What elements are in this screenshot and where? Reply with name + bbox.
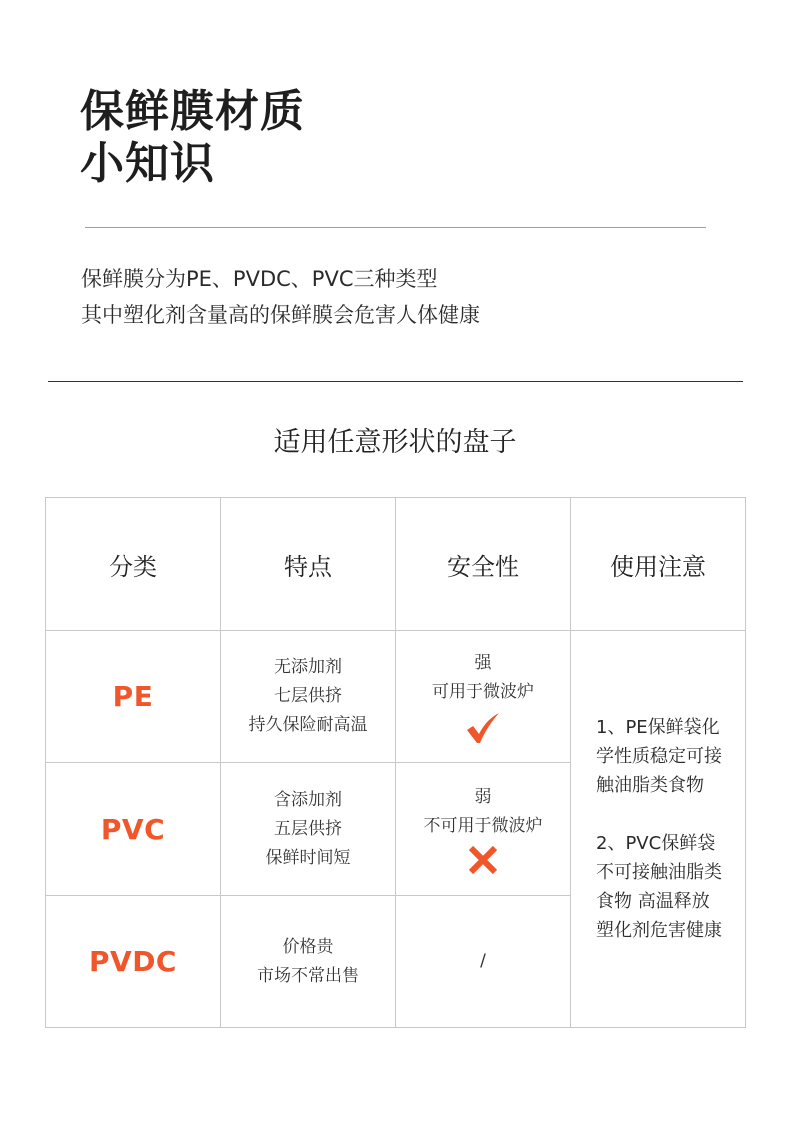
title-line-1: 保鲜膜材质 — [80, 86, 305, 137]
accent-divider — [85, 227, 706, 228]
check-icon — [465, 711, 501, 745]
cross-icon — [468, 845, 498, 875]
header-notes: 使用注意 — [571, 498, 746, 631]
safety-note: 可用于微波炉 — [432, 681, 534, 702]
row-pvc-safety — [396, 763, 571, 896]
feature-line: 五层供挤 — [274, 818, 342, 839]
row-pvdc-category: PVDC — [46, 896, 221, 1028]
feature-line: 含添加剂 — [274, 789, 342, 810]
intro-line-2: 其中塑化剂含量高的保鲜膜会危害人体健康 — [81, 303, 480, 327]
feature-line: 保鲜时间短 — [265, 847, 351, 868]
safety-level: 弱 — [474, 787, 492, 807]
intro-text — [81, 261, 480, 333]
note-pe: 1、PE保鲜袋化学性质稳定可接触油脂类食物 — [596, 717, 722, 796]
header-category: 分类 — [46, 498, 221, 631]
row-pe-safety — [396, 631, 571, 763]
title-line-2: 小知识 — [80, 138, 215, 189]
page-title — [80, 86, 305, 190]
row-pe-category: PE — [46, 631, 221, 763]
feature-line: 七层供挤 — [274, 686, 342, 706]
feature-line: 价格贵 — [282, 936, 334, 957]
comparison-table — [45, 497, 746, 1028]
note-pvc: 2、PVC保鲜袋不可接触油脂类食物 高温释放塑化剂危害健康 — [596, 833, 722, 941]
safety-note: 不可用于微波炉 — [423, 816, 543, 836]
row-pvc-features — [221, 763, 396, 896]
section-divider — [48, 381, 743, 382]
feature-line: 无添加剂 — [274, 657, 342, 677]
feature-line: 市场不常出售 — [257, 965, 359, 986]
row-pe-features — [221, 631, 396, 763]
header-safety: 安全性 — [396, 498, 571, 631]
usage-notes — [571, 631, 746, 1028]
intro-line-1: 保鲜膜分为PE、PVDC、PVC三种类型 — [81, 267, 438, 291]
row-pvdc-safety — [396, 896, 571, 1028]
row-pvc-category: PVC — [46, 763, 221, 896]
section-subtitle: 适用任意形状的盘子 — [273, 427, 517, 458]
safety-level: 强 — [474, 652, 492, 673]
row-pvdc-features — [221, 896, 396, 1028]
feature-line: 持久保险耐高温 — [248, 715, 368, 735]
safety-level: / — [480, 951, 486, 971]
header-features: 特点 — [221, 498, 396, 631]
